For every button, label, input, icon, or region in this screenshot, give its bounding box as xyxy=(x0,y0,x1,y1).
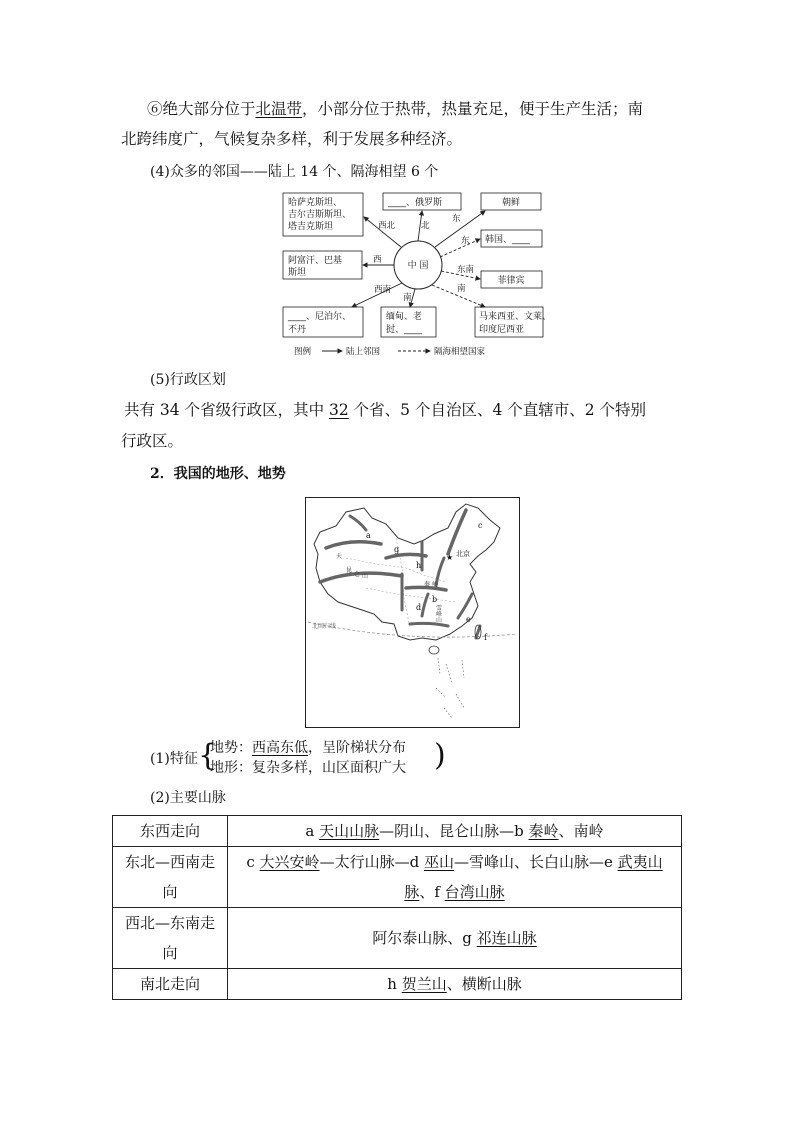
sec5-text: 共有 34 个省级行政区，其中 xyxy=(124,401,330,419)
features-row1 xyxy=(210,737,406,759)
box-south-line1: 缅甸、老 xyxy=(386,312,423,322)
table-row xyxy=(113,969,682,1000)
range-wushan xyxy=(422,594,428,616)
underlined-answer: 天山山脉 xyxy=(319,822,380,840)
para6-number: ⑥ xyxy=(147,100,163,118)
range-char-6: 岭 xyxy=(432,581,439,588)
label-c: c xyxy=(478,521,483,530)
range-char-7: 雪 xyxy=(436,605,443,612)
terrain-map-svg xyxy=(306,498,519,727)
dir-west: 西 xyxy=(373,255,382,265)
sec5-underline-answer: 32 xyxy=(329,401,349,419)
box-west-line2: 斯坦 xyxy=(288,268,307,278)
underlined-answer: 巫山 xyxy=(423,853,454,871)
table-row xyxy=(113,847,682,908)
legend-label: 图例 xyxy=(294,347,312,357)
features-row2: 地形：复杂多样，山区面积广大 xyxy=(210,760,406,776)
range-char-9: 山 xyxy=(436,617,443,624)
china-label: 中 国 xyxy=(407,261,429,271)
beijing-label: 北京 xyxy=(456,550,470,558)
ranges-cell xyxy=(228,908,682,969)
terrain-map xyxy=(305,497,520,728)
cell-text: 阿尔泰山脉、g xyxy=(372,929,477,947)
range-char-8: 峰 xyxy=(436,611,443,618)
mountain-table xyxy=(112,815,682,1000)
legend-land: 陆上邻国 xyxy=(346,347,381,357)
label-a: a xyxy=(366,531,371,540)
south-sea-islands xyxy=(436,658,464,718)
underlined-answer: 大兴安岭 xyxy=(259,853,320,871)
range-char-1: 天 xyxy=(336,553,343,560)
box-north-text: ____、俄罗斯 xyxy=(388,198,443,208)
ranges-cell xyxy=(228,816,682,847)
features-right-brace: ) xyxy=(434,738,446,773)
features-left-brace: { xyxy=(198,738,218,773)
box-southwest-line2: 不丹 xyxy=(288,325,307,335)
neighbor-diagram xyxy=(280,187,550,362)
hainan-island xyxy=(429,646,439,654)
features-row1-answer: 西高东低 xyxy=(252,740,308,756)
mountain-table-body xyxy=(113,816,682,1000)
underlined-answer: 祁连山脉 xyxy=(476,929,537,947)
sec5-text-2: 个省、5 个自治区、4 个直辖市、2 个特别 xyxy=(348,401,647,419)
range-char-5: 秦 xyxy=(424,581,431,588)
direction-cell: 西北—东南走向 xyxy=(113,908,228,969)
underlined-answer: 武夷山脉 xyxy=(404,853,663,901)
direction-cell: 南北走向 xyxy=(113,969,228,1000)
label-e: e xyxy=(466,615,471,624)
box-sse-line2: 印度尼西亚 xyxy=(479,325,525,335)
underlined-answer: 台湾山脉 xyxy=(444,883,505,901)
range-daxinganling xyxy=(448,510,466,554)
dir-south: 南 xyxy=(403,293,412,303)
box-northwest-line3: 塔吉克斯坦 xyxy=(288,222,334,232)
beijing-star-icon: ★ xyxy=(446,553,454,562)
label-g: g xyxy=(394,545,400,554)
table-row xyxy=(113,908,682,969)
direction-cell: 东北—西南走向 xyxy=(113,847,228,908)
label-h: h xyxy=(416,561,422,570)
dir-southeast: 东南 xyxy=(457,265,475,275)
cell-text: 、横断山脉 xyxy=(446,975,522,993)
table-row xyxy=(113,816,682,847)
tropic-label: 北回归线 xyxy=(312,623,337,630)
features-row1-rest: ，呈阶梯状分布 xyxy=(308,740,406,756)
sec5-line1 xyxy=(124,399,646,421)
cell-text: 、f xyxy=(419,883,445,901)
section-4-title: (4)众多的邻国——陆上 14 个、隔海相望 6 个 xyxy=(150,164,439,180)
dir-north: 北 xyxy=(421,221,430,231)
dir-northwest: 西北 xyxy=(378,221,396,231)
box-southeast-text: 菲律宾 xyxy=(497,276,525,286)
neighbor-diagram-svg xyxy=(280,187,550,362)
section-5-title: (5)行政区划 xyxy=(150,372,226,388)
dir-sse: 南 xyxy=(457,284,466,294)
cell-text: —阴山、昆仑山脉—b xyxy=(379,822,529,840)
cell-text: 、南岭 xyxy=(558,822,604,840)
para6-text-2: ，小部分位于热带，热量充足，便于生产生活；南 xyxy=(302,100,644,118)
cell-text: h xyxy=(387,975,402,993)
range-kunlun xyxy=(320,573,402,582)
ranges-cell xyxy=(228,969,682,1000)
box-southwest-line1: ____、尼泊尔、 xyxy=(288,312,352,322)
range-char-4: 山 xyxy=(362,573,369,580)
ranges-cell xyxy=(228,847,682,908)
sec5-line2: 行政区。 xyxy=(121,432,184,450)
underlined-answer: 秦岭 xyxy=(528,822,559,840)
para6-text: 绝大部分位于 xyxy=(162,100,256,118)
features-row1-label: 地势： xyxy=(210,740,252,756)
cell-text: —太行山脉—d xyxy=(319,853,424,871)
cell-text: a xyxy=(305,822,320,840)
para6-underline-answer: 北温带 xyxy=(255,100,303,118)
underlined-answer: 贺兰山 xyxy=(401,975,447,993)
box-east-text: 韩国、____ xyxy=(485,235,531,245)
para6-line2: 北跨纬度广，气候复杂多样，利于发展多种经济。 xyxy=(121,130,463,148)
box-south-line2: 挝、____ xyxy=(386,325,423,335)
label-f: f xyxy=(484,633,487,642)
cell-text: c xyxy=(246,853,260,871)
box-west-line1: 阿富汗、巴基 xyxy=(288,256,343,266)
dir-northeast: 东 xyxy=(452,214,461,224)
label-b: b xyxy=(432,595,438,604)
box-northeast-text: 朝鲜 xyxy=(501,198,521,208)
cell-text: —雪峰山、长白山脉—e xyxy=(453,853,618,871)
label-d: d xyxy=(416,603,422,612)
box-sse-line1: 马来西亚、文莱、 xyxy=(479,312,550,322)
dir-east: 东 xyxy=(461,236,470,246)
box-northwest-line2: 吉尔吉斯斯坦、 xyxy=(288,210,352,220)
range-char-2: 昆 xyxy=(346,567,353,574)
direction-cell: 东西走向 xyxy=(113,816,228,847)
dir-southwest: 西南 xyxy=(374,285,392,295)
legend-sea: 隔海相望国家 xyxy=(434,347,486,357)
para6-line1 xyxy=(147,98,643,120)
features-prefix: (1)特征 xyxy=(150,751,198,767)
mountains-title: (2)主要山脉 xyxy=(150,790,226,806)
range-altai xyxy=(350,516,366,530)
box-northwest-line1: 哈萨克斯坦、 xyxy=(288,198,343,208)
section-2-title: 2．我国的地形、地势 xyxy=(150,466,286,482)
range-char-3: 仑 xyxy=(354,571,361,578)
china-outline xyxy=(314,504,500,640)
range-nanling xyxy=(410,623,448,626)
range-tianshan xyxy=(326,542,381,548)
range-qilian xyxy=(386,554,426,558)
arrow-east-sea xyxy=(440,239,480,257)
